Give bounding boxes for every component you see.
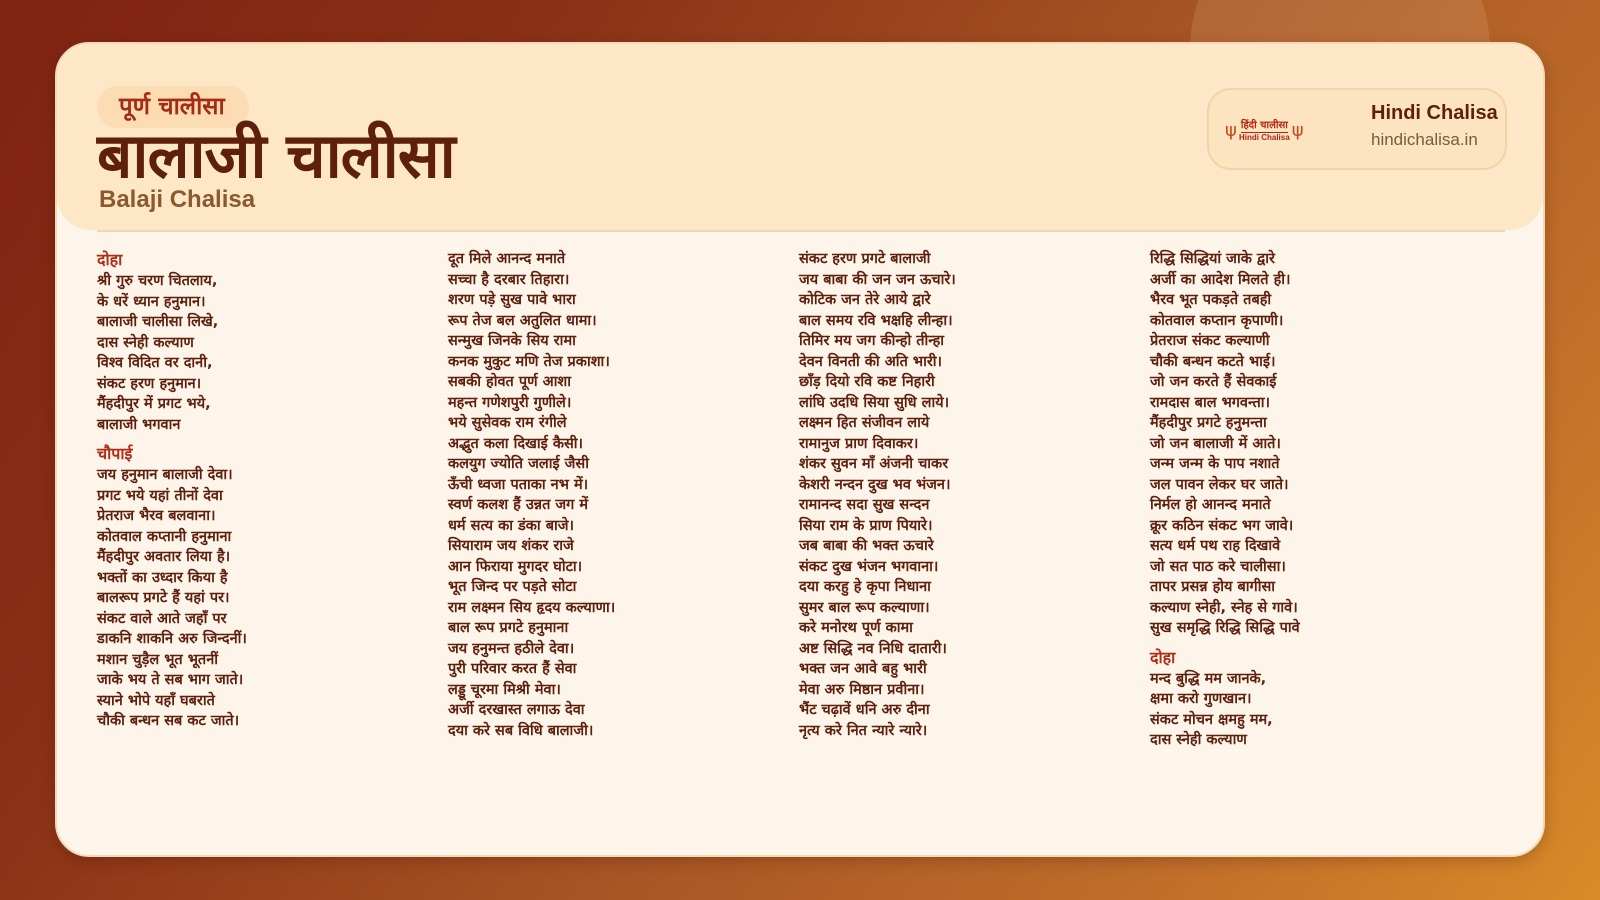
verse-line: जन्म जन्म के पाप नशाते (1150, 456, 1280, 472)
verse-line: राम लक्ष्मन सिय हृदय कल्याणा। (448, 599, 616, 616)
logo-english-text: Hindi Chalisa (1239, 132, 1290, 142)
verse-line: लक्ष्मन हित संजीवन लाये (799, 415, 930, 431)
verse-line: मन्द बुद्धि मम जानके, (1150, 670, 1267, 687)
verse-line: बालाजी भगवान (97, 416, 181, 433)
brand-url[interactable]: hindichalisa.in (1371, 130, 1478, 149)
verse-line: दास स्नेही कल्याण (1150, 732, 1247, 748)
brand-logo (1225, 116, 1321, 146)
verse-line: महन्त गणेशपुरी गुणीले। (448, 394, 572, 411)
verse-line: मैंहदीपुर प्रगटे हनुमन्ता (1150, 415, 1267, 431)
brand-name: Hindi Chalisa (1371, 102, 1498, 124)
verse-line: भैरव भूत पकड़ते तबही (1150, 292, 1272, 308)
section-heading: दोहा (97, 250, 123, 269)
verse-line: दया करहु हे कृपा निधाना (799, 579, 931, 595)
verse-line: जाके भय ते सब भाग जाते। (97, 672, 244, 688)
section-heading: चौपाई (97, 444, 133, 463)
verse-line: क्षमा करो गुणखान। (1150, 691, 1252, 707)
verse-line: अर्जी का आदेश मिलते ही। (1150, 271, 1291, 288)
verse-line: सन्मुख जिनके सिय रामा (448, 333, 576, 349)
verse-line: आन फिराया मुगदर घोटा। (448, 558, 583, 575)
verse-line: सच्चा है दरबार तिहारा। (448, 271, 570, 288)
verse-line: कोतवाल कप्तान कृपाणी। (1150, 312, 1284, 329)
verse-line: जय हनुमन्त हठीले देवा। (448, 640, 575, 657)
verse-line: बालाजी चालीसा लिखे, (97, 314, 219, 330)
verse-line: रूप तेज बल अतुलित धामा। (448, 312, 597, 329)
verse-line: तापर प्रसन्न होय बागीसा (1150, 579, 1276, 595)
verse-line: जो जन बालाजी में आते। (1150, 435, 1281, 452)
verse-line: तिमिर मय जग कीन्हो तीन्हा (799, 333, 945, 349)
verse-line: निर्मल हो आनन्द मनाते (1150, 497, 1271, 513)
verse-line: भये सुसेवक राम रंगीले (448, 415, 567, 431)
verse-line: बालरूप प्रगटे हैं यहां पर। (97, 590, 230, 606)
verse-line: बाल समय रवि भक्षहि लीन्हा। (799, 312, 953, 329)
verse-column-2 (448, 249, 799, 751)
verse-line: कलयुग ज्योति जलाई जैसी (448, 456, 589, 472)
verse-line: क्रूर कठिन संकट भग जावे। (1150, 517, 1294, 534)
verse-line: दूत मिले आनन्द मनाते (448, 251, 566, 267)
verse-line: श्री गुरु चरण चितलाय, (97, 273, 218, 289)
verse-line: भक्त जन आवे बहु भारी (799, 661, 927, 677)
verse-line: जब बाबा की भक्त ऊचारे (799, 538, 934, 554)
page-title: बालाजी चालीसा (97, 119, 455, 192)
verse-line: ऊँची ध्वजा पताका नभ में। (448, 476, 589, 493)
verse-line: कनक मुकुट मणि तेज प्रकाशा। (448, 353, 610, 370)
verse-line: लांघि उदधि सिया सुधि लाये। (799, 394, 950, 411)
verse-line: करे मनोरथ पूर्ण कामा (799, 620, 913, 636)
verse-line: पुरी परिवार करत हैं सेवा (448, 661, 577, 677)
verse-line: नृत्य करे नित न्यारे न्यारे। (799, 722, 928, 739)
verse-line: मेवा अरु मिष्ठान प्रवीना। (799, 681, 925, 698)
verse-line: प्रेतराज भैरव बलवाना। (97, 508, 216, 524)
verse-line: कोटिक जन तेरे आये द्वारे (799, 292, 931, 308)
verse-line: छाँड़ दियो रवि कष्ट निहारी (799, 374, 935, 390)
brand-badge[interactable] (1207, 88, 1507, 170)
section-heading: दोहा (1150, 647, 1176, 667)
verse-line: जय बाबा की जन जन ऊचारे। (799, 271, 956, 288)
verse-line: बाल रूप प्रगटे हनुमाना (448, 620, 569, 636)
verse-line: मैंहदीपुर में प्रगट भये, (97, 396, 211, 412)
verse-line: देवन विनती की अति भारी। (799, 353, 943, 370)
verse-line: सिया राम के प्राण पियारे। (799, 517, 933, 534)
trident-icon: ψ (1225, 120, 1237, 141)
verse-line: मशान चुड़ैल भूत भूतनीं (97, 651, 218, 668)
verse-line: जो सत पाठ करे चालीसा। (1150, 558, 1286, 575)
verse-column-1 (97, 249, 448, 751)
verse-line: प्रेतराज संकट कल्याणी (1150, 333, 1270, 349)
verse-line: अष्ट सिद्धि नव निधि दातारी। (799, 640, 947, 657)
verse-line: चौकी बन्धन कटते भाई। (1150, 353, 1276, 370)
verse-line: केशरी नन्दन दुख भव भंजन। (799, 476, 951, 493)
verse-line: सबकी होवत पूर्ण आशा (448, 374, 572, 390)
chalisa-card (55, 42, 1545, 857)
verse-line: सुमर बाल रूप कल्याणा। (799, 599, 930, 616)
verse-line: शंकर सुवन माँ अंजनी चाकर (799, 456, 949, 472)
verse-line: संकट दुख भंजन भगवाना। (799, 558, 939, 575)
verse-line: दास स्नेही कल्याण (97, 334, 194, 351)
verse-column-4 (1150, 249, 1501, 751)
verse-line: कोतवाल कप्तानी हनुमाना (97, 528, 232, 545)
verse-line: संकट हरण हनुमान। (97, 375, 202, 392)
verse-line: धर्म सत्य का डंका बाजे। (448, 517, 575, 534)
verse-line: रामानुज प्राण दिवाकर। (799, 435, 919, 452)
verse-line: जो जन करते हैं सेवकाई (1150, 374, 1277, 390)
verse-line: सियाराम जय शंकर राजे (448, 538, 574, 554)
verse-line: प्रगट भये यहां तीनों देवा (97, 487, 223, 504)
card-header (57, 44, 1543, 230)
verse-line: दया करे सब विधि बालाजी। (448, 722, 594, 739)
verse-line: रामदास बाल भगवन्ता। (1150, 394, 1270, 411)
verse-line: डाकनि शाकनि अरु जिन्दनीं। (97, 631, 247, 647)
verse-line: भूत जिन्द पर पड़ते सोटा (448, 579, 577, 595)
verse-line: स्याने भोपे यहाँ घबराते (97, 692, 215, 709)
verse-line: अर्जी दरखास्त लगाऊ देवा (448, 702, 585, 718)
verse-line: सुख समृद्धि रिद्धि सिद्धि पावे (1150, 620, 1300, 636)
verse-line: लड्डू चूरमा मिश्री मेवा। (448, 681, 561, 698)
verse-line: संकट वाले आते जहाँ पर (97, 610, 227, 627)
trident-icon: ψ (1291, 120, 1304, 141)
logo-hindi-text: हिंदी चालीसा (1240, 119, 1288, 131)
verse-line: भक्तों का उध्दार किया है (97, 569, 228, 586)
verse-line: भैंट चढ़ावें धनि अरु दीना (799, 702, 930, 718)
verse-line: अद्भुत कला दिखाई कैसी। (448, 435, 584, 452)
verse-line: रिद्धि सिद्धियां जाके द्वारे (1150, 251, 1275, 267)
header-divider (97, 230, 1505, 232)
verse-columns (97, 249, 1517, 751)
verse-column-3 (799, 249, 1150, 751)
verse-line: कल्याण स्नेही, स्नेह से गावे। (1150, 599, 1298, 616)
verse-line: शरण पड़े सुख पावे भारा (448, 292, 576, 308)
verse-line: मैंहदीपुर अवतार लिया है। (97, 549, 231, 565)
verse-line: विश्व विदित वर दानी, (97, 355, 213, 371)
verse-line: स्वर्ण कलश हैं उन्नत जग में (448, 497, 589, 513)
verse-line: के धरें ध्यान हनुमान। (97, 293, 206, 310)
verse-line: जय हनुमान बालाजी देवा। (97, 467, 233, 483)
verse-line: संकट मोचन क्षमहु मम, (1150, 711, 1273, 728)
verse-line: जल पावन लेकर घर जाते। (1150, 476, 1289, 493)
page-subtitle: Balaji Chalisa (99, 186, 256, 213)
verse-line: रामानन्द सदा सुख सन्दन (799, 497, 930, 513)
verse-line: चौकी बन्धन सब कट जाते। (97, 713, 240, 729)
verse-line: संकट हरण प्रगटे बालाजी (799, 251, 931, 267)
verse-line: सत्य धर्म पथ राह दिखावे (1150, 538, 1281, 554)
category-tag: पूर्ण चालीसा (97, 86, 249, 128)
